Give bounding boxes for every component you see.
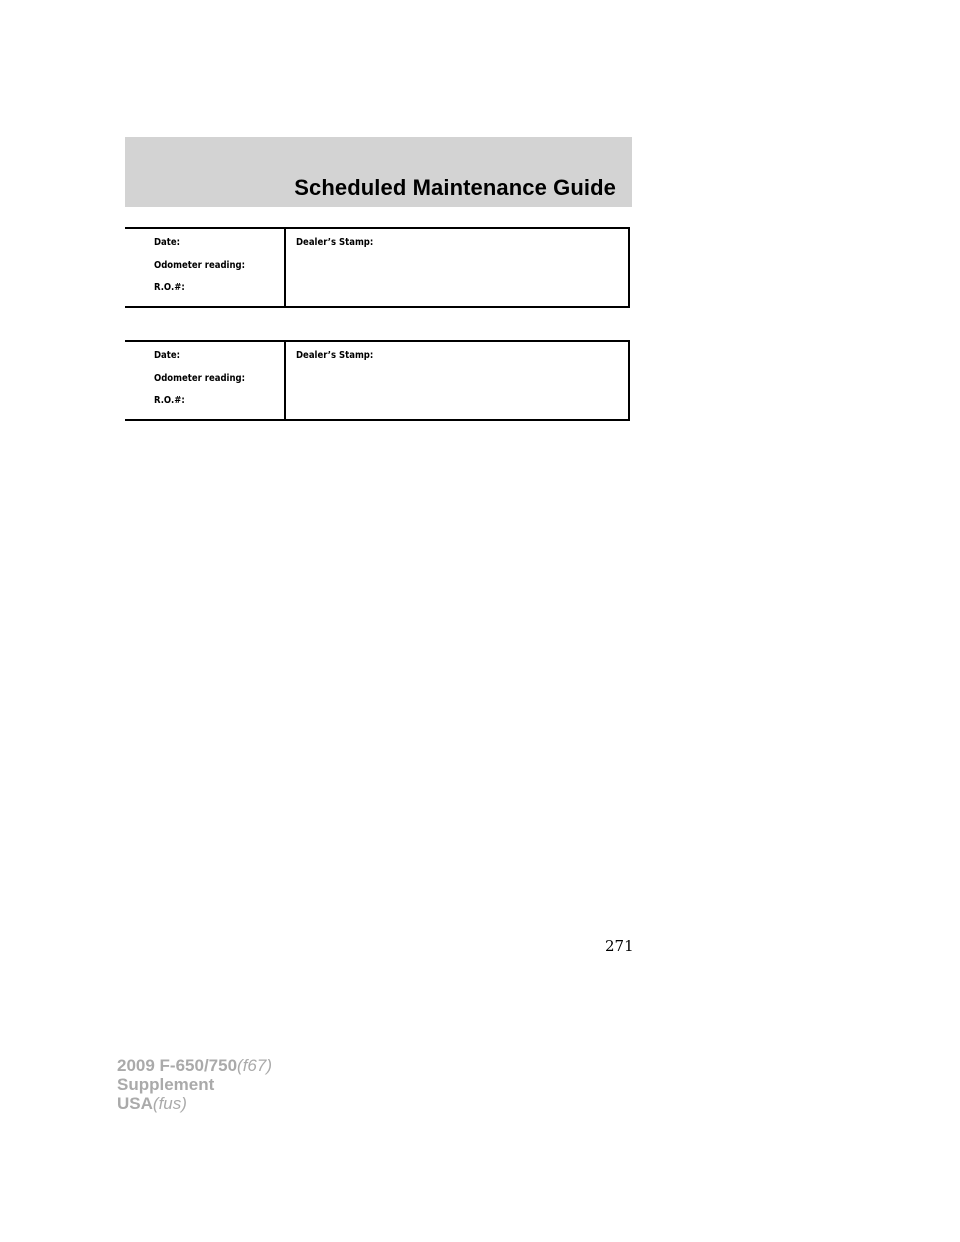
dealer-stamp-label: Dealer’s Stamp:	[296, 350, 374, 361]
section-header-band	[125, 137, 632, 207]
footer-model: 2009 F-650/750	[117, 1056, 238, 1075]
odometer-label: Odometer reading:	[154, 373, 245, 384]
footer-model-line	[117, 1056, 272, 1075]
page-number: 271	[605, 937, 634, 955]
ro-number-label: R.O.#:	[154, 395, 185, 406]
maintenance-record-2	[125, 340, 630, 421]
footer-model-code: (f67)	[237, 1056, 273, 1075]
date-label: Date:	[154, 350, 181, 361]
date-label: Date:	[154, 237, 181, 248]
footer-market-line	[117, 1094, 272, 1113]
footer-market-code: (fus)	[152, 1094, 187, 1113]
ro-number-label: R.O.#:	[154, 282, 185, 293]
dealer-stamp-label: Dealer’s Stamp:	[296, 237, 374, 248]
maintenance-record-1	[125, 227, 630, 308]
footer-doc-type: Supplement	[117, 1075, 215, 1094]
section-title: Scheduled Maintenance Guide	[294, 175, 616, 200]
footer-market: USA	[117, 1094, 153, 1113]
record-fields-column	[125, 342, 286, 419]
document-footer	[117, 1056, 272, 1113]
record-fields-column	[125, 229, 286, 306]
odometer-label: Odometer reading:	[154, 260, 245, 271]
